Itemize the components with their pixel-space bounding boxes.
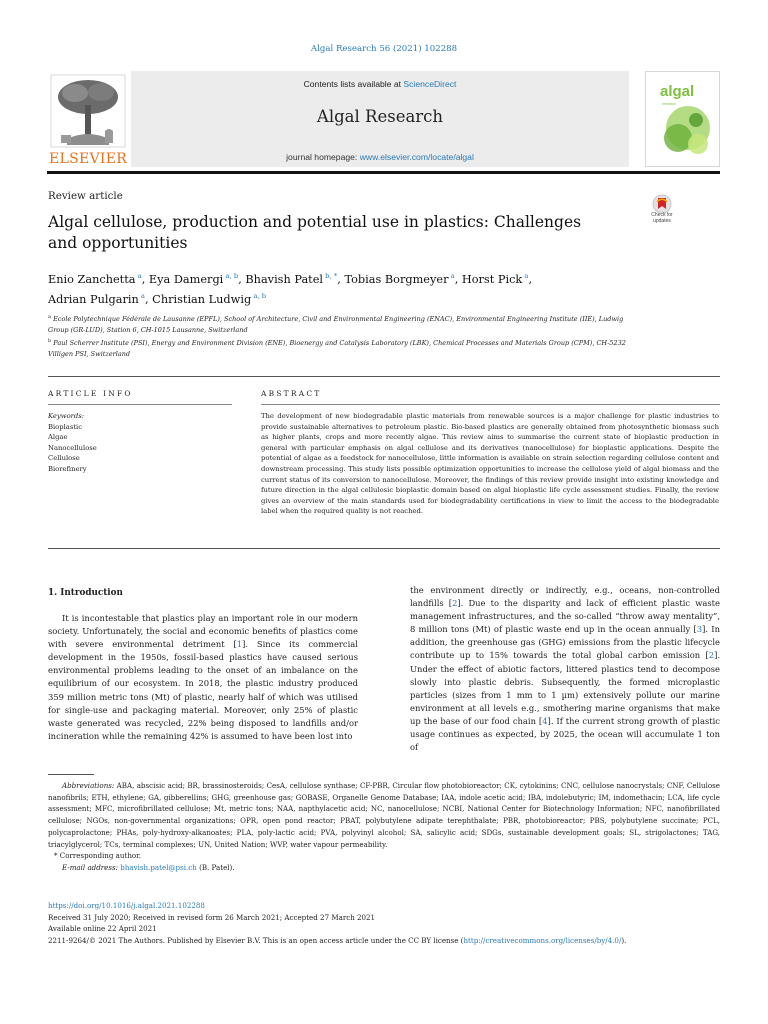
affiliation-b: $^b$ Paul Scherrer Institute (PSI), Energy and Environment Division (ENE), Bioenergy and Catalysis Laboratory (LBK), Chemical Processes and Materials Group (CPM), CH-5232 Villigen PSI, Switzerland: [48, 338, 626, 359]
article-info-heading: ARTICLE INFO: [48, 389, 133, 398]
algae-cover-art-icon: [646, 72, 720, 167]
masthead-rule: [47, 171, 720, 174]
publication-info: [48, 900, 720, 947]
abstract-bottom-rule: [48, 548, 720, 549]
citation-link[interactable]: 3: [696, 624, 703, 635]
author-name[interactable]: Bhavish Patel: [245, 272, 324, 286]
keywords-label: Keywords:: [48, 412, 85, 420]
intro-paragraph-continued: the environment directly or indirectly, e.g., oceans, non-controlled landfills [2]. Due to the disparity and lack of efficient plastic waste management infrastructures, and the so-called “throw away mentality”, 8 million tons (Mt) of plastic waste end up in the ocean annually [3]. In addition, the greenhouse gas (GHG) emissions from the plastic lifecycle contribute up to 15% towards the total global carbon emission [2]. Under the effect of abiotic factors, littered plastics tend to decompose slowly into plastic debris. Subsequently, the formed microplastic particles (sizes from 1 mm to 1 µm) extensively pollute our marine environment at all levels e.g., smothering marine organisms that make up the base of our food chain [4]. If the current strong growth of plastic usage continues as expected, by 2025, the ocean will accumulate 1 ton of: [410, 585, 720, 753]
article-title: Algal cellulose, production and potential use in plastics: Challenges and opportunities: [48, 213, 582, 252]
citation-link[interactable]: 2: [452, 598, 458, 609]
abstract-rule: [261, 404, 720, 405]
author-separator: ,: [238, 272, 246, 286]
section-divider: [48, 376, 720, 377]
author-affiliation-marker[interactable]: a, b: [251, 291, 267, 300]
sciencedirect-link[interactable]: ScienceDirect: [403, 79, 457, 89]
homepage-link[interactable]: www.elsevier.com/locate/algal: [359, 152, 474, 162]
author-name[interactable]: Horst Pick: [461, 272, 523, 286]
author-name[interactable]: Tobias Borgmeyer: [344, 272, 449, 286]
cover-title: algal: [660, 83, 695, 100]
license-line: 2211-9264/© 2021 The Authors. Published by Elsevier B.V. This is an open access article under the CC BY license (http://creativecommons.org/licenses/by/4.0/).: [48, 936, 627, 946]
author-name[interactable]: Eya Damergi: [148, 272, 224, 286]
author-name[interactable]: Christian Ludwig: [152, 292, 252, 306]
keyword-item: Nanocellulose: [48, 443, 97, 452]
keyword-item: Cellulose: [48, 454, 80, 463]
keywords-block: [48, 411, 218, 475]
author-name[interactable]: Adrian Pulgarin: [48, 292, 139, 306]
keyword-item: Bioplastic: [48, 422, 83, 431]
citation-link[interactable]: 4: [542, 715, 548, 726]
cover-subtitle: research: [662, 102, 676, 106]
body-column-right: [410, 584, 720, 754]
author-separator: ,: [454, 272, 462, 286]
journal-banner: [131, 71, 629, 167]
footnote-rule: [48, 774, 94, 775]
elsevier-tree-icon: [47, 71, 129, 151]
abbreviations: Abbreviations: ABA, abscisic acid; BR, brassinosteroids; CesA, cellulose synthase; CF-PBR, Circular flow photobioreactor; CK, cytokinins; CNC, cellulose nanocrystals; CNF, Cellulose nanofibrils; ETH, ethylene; GA, gibberellins; GHG, greenhouse gas; GOBASE, Organelle Genome Database; IAA, indole acetic acid; IBA, indolebutyric; IM, indomethacin; LCA, life cycle assessment; MFC, microfibrillated cellulose; Mt, metric tons; NAA, napthylacetic acid; NC, nanocellulose; NCBI, National Center for Biotechnology Information; NFC, nanofibrillated cellulose; NGOs, non-governmental organizations; OPR, open pond reactor; PBAT, polybutylene adipate terephthalate; PBR, photobioreactor; PBS, polybutylene succinate; PCL, polycaprolactone; PHAs, poly-hydroxy-alkanoates; PLA, poly-lactic acid; PVA, polyvinyl alcohol; SA, salicylic acid; SDGs, sustainable development goals; SL, strigolactones; TAG, triacylglycerol; TCs, terminal complexes; UN, United Nation; WVP, water vapour permeability.: [48, 781, 720, 849]
author-affiliation-marker[interactable]: a: [448, 272, 455, 280]
keyword-item: Biorefinery: [48, 464, 87, 473]
email-line: E-mail address: bhavish.patel@psi.ch (B. Patel).: [62, 862, 235, 872]
contents-line: Contents lists available at ScienceDirect: [303, 79, 457, 89]
author-list: [48, 268, 668, 308]
intro-paragraph: It is incontestable that plastics play an important role in our modern society. Unfortunately, the social and economic benefits of plastics come with severe environmental detriment [1]. Since its commercial development in the 1950s, fossil-based plastics have caused serious environmental problems leading to the onset of an imbalance on the equilibrium of our ecosystem. In 2018, the plastic industry produced 359 million metric tons (Mt) of plastic, nearly half of which was utilised for single-use and packaging material. Moreover, only 25% of plastic waste generated was recycled, 22% being disposed to landfills and/or incineration while the remaining 42% is assumed to have been lost into: [48, 613, 358, 741]
check-for-updates-icon: [646, 194, 678, 214]
affiliations: [48, 312, 638, 361]
elsevier-logo[interactable]: [47, 71, 129, 167]
check-for-updates-label: Check for updates: [651, 212, 673, 224]
footnotes: [48, 780, 720, 874]
author-separator: ,: [528, 272, 533, 286]
author-name[interactable]: Enio Zanchetta: [48, 272, 136, 286]
article-type: Review article: [48, 190, 123, 202]
email-link[interactable]: bhavish.patel@psi.ch: [120, 862, 197, 872]
author-affiliation-marker[interactable]: a: [522, 272, 529, 280]
journal-reference[interactable]: Algal Research 56 (2021) 102288: [310, 44, 458, 54]
corresponding-author-note: * Corresponding author.: [54, 851, 142, 861]
author-separator: ,: [141, 272, 149, 286]
author-separator: ,: [337, 272, 345, 286]
doi-link[interactable]: https://doi.org/10.1016/j.algal.2021.102288: [48, 901, 205, 910]
journal-title: Algal Research: [316, 107, 444, 126]
citation-link[interactable]: 2: [708, 650, 715, 661]
author-affiliation-marker[interactable]: a, b: [223, 272, 239, 280]
abstract-heading: ABSTRACT: [261, 389, 322, 398]
author-affiliation-marker[interactable]: a: [138, 291, 145, 300]
article-info-rule: [48, 404, 232, 405]
publisher-name: ELSEVIER: [49, 151, 128, 167]
history-dates: Received 31 July 2020; Received in revised form 26 March 2021; Accepted 27 March 2021: [48, 912, 376, 922]
author-affiliation-marker[interactable]: a: [135, 272, 142, 280]
introduction-heading: 1. Introduction: [48, 588, 123, 598]
author-affiliation-marker[interactable]: b, *: [323, 272, 338, 280]
author-separator: ,: [144, 292, 153, 306]
keyword-item: Algae: [48, 433, 68, 442]
license-link[interactable]: http://creativecommons.org/licenses/by/4.0/: [463, 936, 622, 946]
abstract-text: The development of new biodegradable plastic materials from renewable sources is a major challenge for plastic industries to provide sustainable alternatives to petroleum plastic. Bio-based plastics are generally obtained from photosynthetic biomass such as higher plants, crops and more recently algae. This review aims to summarise the current state of bioplastic production in general with particular emphasis on algal cellulose and its derivatives (nanocellulose) for bioplastic applications. Despite the potential of algae as a feedstock for nanocellulose, little information is available on strain selection regarding cellulose content and downstream processing. This study lists possible optimization opportunities to increase the cellulose yield of algal biomass and the current status of its conversion to nanocellulose. Moreover, the findings of this review provide insight into existing knowledge and future direction in the algal cellulosic bioplastic domain based on algal bioplastic life cycle assessment studies. Finally, the review gives an overview of the main standards used for biodegradability certifications in view to limit the access to the biodegradable label when the required quality is not reached.: [261, 412, 719, 516]
citation-link[interactable]: 1: [236, 639, 243, 650]
journal-masthead: [47, 71, 720, 169]
body-column-left: [48, 612, 358, 743]
affiliation-a: $^a$ Ecole Polytechnique Fédérale de Lausanne (EPFL), School of Architecture, Civil and Environmental Engineering (ENAC), Environmental Engineering Institute (IIE), Ludwig Group (GR-LUD), Station 6, CH-1015 Lausanne, Switzerland: [48, 314, 624, 334]
online-date: Available online 22 April 2021: [48, 924, 157, 934]
homepage-line: journal homepage: www.elsevier.com/locate/algal: [286, 152, 474, 162]
journal-cover-thumbnail[interactable]: [645, 71, 720, 167]
